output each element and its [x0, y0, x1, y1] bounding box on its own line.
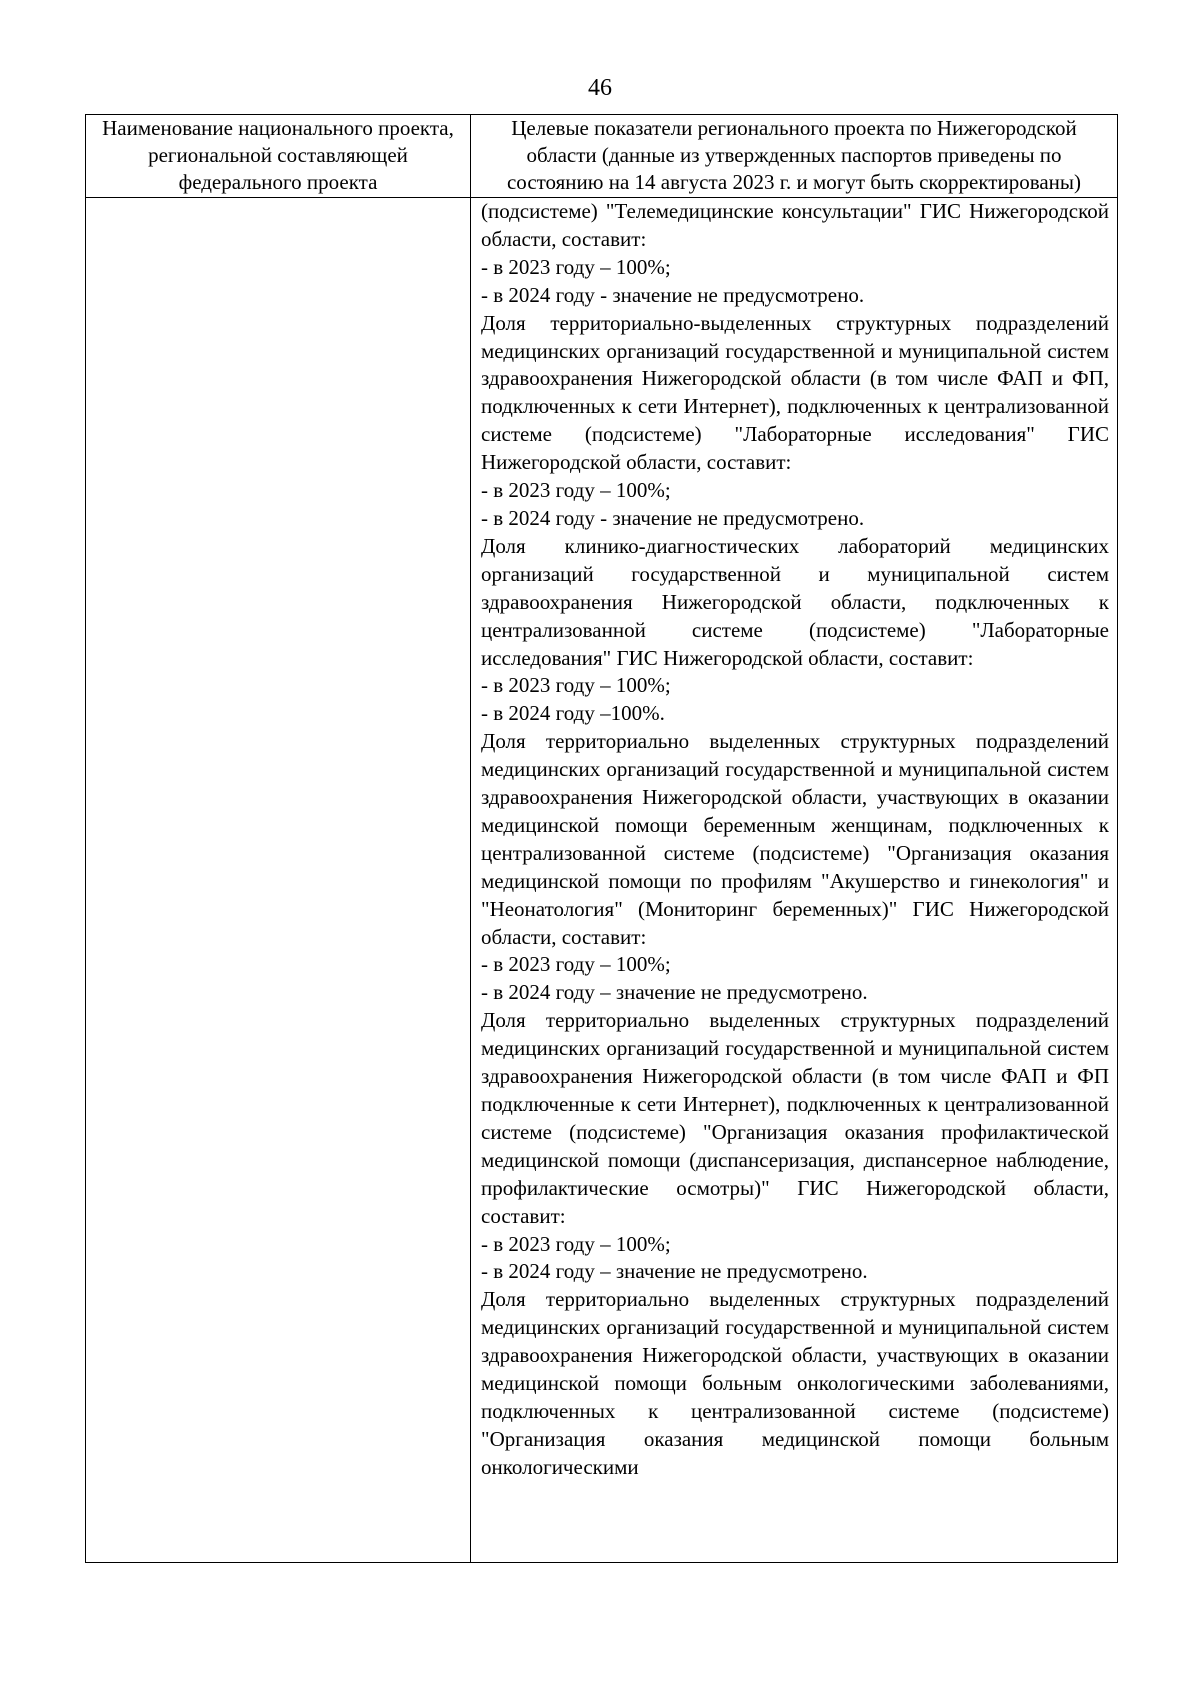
header-target-indicators: Целевые показатели регионального проекта по Нижегородской области (данные из утвержденных паспортов приведены по состоянию на 14 августа 2023 г. и могут быть скорректированы)	[471, 115, 1118, 198]
indicator-paragraph: Доля территориально-выделенных структурных подразделений медицинских организаций государственной и муниципальной систем здравоохранения Нижегородской области (в том числе ФАП и ФП, подключенных к сети Интернет), подключенных к централизованной системе (подсистеме) "Лабораторные исследования" ГИС Нижегородской области, составит:	[481, 310, 1109, 475]
value-line: - в 2023 году – 100%;	[481, 952, 671, 977]
page-number: 46	[588, 75, 612, 101]
value-line: - в 2023 году – 100%;	[481, 254, 671, 279]
value-line: - в 2023 году – 100%;	[481, 673, 671, 698]
indicator-paragraph: (подсистеме) "Телемедицинские консультации" ГИС Нижегородской области, составит:	[481, 199, 1109, 251]
value-line: - в 2024 году – значение не предусмотрено.	[481, 1259, 868, 1284]
indicator-paragraph: Доля территориально выделенных структурных подразделений медицинских организаций государственной и муниципальной систем здравоохранения Нижегородской области, участвующих в оказании медицинской помощи беременным женщинам, подключенных к централизованной системе (подсистеме) "Организация оказания медицинской помощи по профилям "Акушерство и гинекология" и "Неонатология" (Мониторинг беременных)" ГИС Нижегородской области, составит:	[481, 729, 1109, 949]
value-line: - в 2024 году – значение не предусмотрено.	[481, 980, 868, 1005]
value-line: - в 2023 году – 100%;	[481, 1231, 671, 1256]
value-line: - в 2023 году – 100%;	[481, 478, 671, 503]
table-row	[86, 198, 1118, 1563]
header-project-name: Наименование национального проекта, региональной составляющей федерального проекта	[86, 115, 471, 198]
value-line: - в 2024 году - значение не предусмотрено.	[481, 282, 865, 307]
value-line: - в 2024 году –100%.	[481, 701, 665, 726]
indicator-paragraph: Доля территориально выделенных структурных подразделений медицинских организаций государственной и муниципальной систем здравоохранения Нижегородской области (в том числе ФАП и ФП подключенные к сети Интернет), подключенных к централизованной системе (подсистеме) "Организация оказания профилактической медицинской помощи (диспансеризация, диспансерное наблюдение, профилактические осмотры)" ГИС Нижегородской области, составит:	[481, 1008, 1109, 1228]
table-header-row	[86, 115, 1118, 198]
indicators-table	[85, 114, 1118, 1563]
value-line: - в 2024 году - значение не предусмотрено.	[481, 505, 865, 530]
project-name-cell	[86, 198, 471, 1563]
indicator-paragraph: Доля клинико-диагностических лабораторий медицинских организаций государственной и муниципальной систем здравоохранения Нижегородской области, подключенных к централизованной системе (подсистеме) "Лабораторные исследования" ГИС Нижегородской области, составит:	[481, 533, 1109, 670]
indicator-paragraph: Доля территориально выделенных структурных подразделений медицинских организаций государственной и муниципальной систем здравоохранения Нижегородской области, участвующих в оказании медицинской помощи больным онкологическими заболеваниями, подключенных к централизованной системе (подсистеме) "Организация оказания медицинской помощи больным онкологическими	[481, 1287, 1109, 1479]
indicators-cell	[471, 198, 1118, 1563]
